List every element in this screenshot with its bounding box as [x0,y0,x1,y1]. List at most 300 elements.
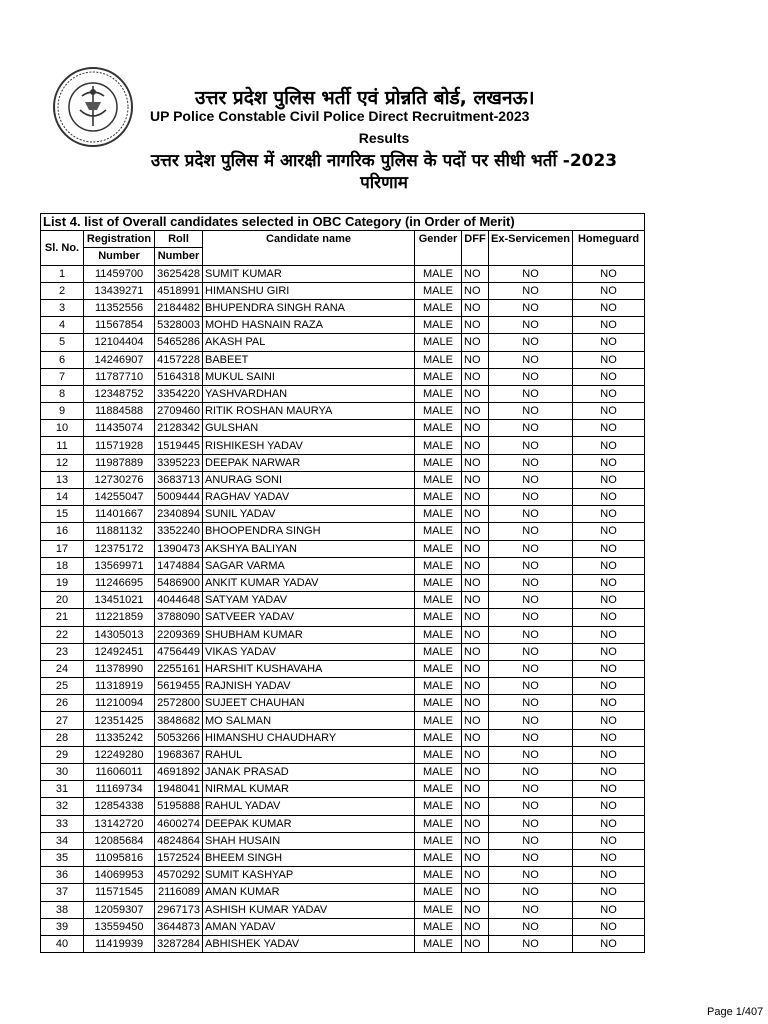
roll-number-cell: 4600274 [155,815,203,832]
homeguard-cell: NO [573,746,645,763]
ex-servicemen-cell: NO [489,695,573,712]
homeguard-cell: NO [573,695,645,712]
table-row [41,626,645,643]
gender-cell: MALE [415,849,462,866]
homeguard-cell: NO [573,420,645,437]
dff-cell: NO [462,626,489,643]
ex-servicemen-cell: NO [489,867,573,884]
page-number: Page 1/407 [707,1006,764,1018]
registration-number-cell: 12348752 [84,385,155,402]
homeguard-cell: NO [573,403,645,420]
sl-no-cell: 6 [41,351,84,368]
table-row [41,471,645,488]
registration-number-cell: 11567854 [84,317,155,334]
homeguard-cell: NO [573,815,645,832]
gender-cell: MALE [415,574,462,591]
homeguard-cell: NO [573,540,645,557]
candidate-name-cell: HIMANSHU CHAUDHARY [203,729,415,746]
candidate-name-cell: YASHVARDHAN [203,385,415,402]
homeguard-cell: NO [573,781,645,798]
table-row [41,420,645,437]
homeguard-cell: NO [573,609,645,626]
candidate-name-cell: AKSHYA BALIYAN [203,540,415,557]
ex-servicemen-cell: NO [489,798,573,815]
candidate-name-cell: RAHUL YADAV [203,798,415,815]
candidate-name-cell: RISHIKESH YADAV [203,437,415,454]
roll-number-cell: 3625428 [155,265,203,282]
table-row [41,574,645,591]
registration-number-cell: 13142720 [84,815,155,832]
ex-servicemen-cell: NO [489,815,573,832]
roll-number-cell: 3788090 [155,609,203,626]
col-sl-no: Sl. No. [41,231,84,265]
registration-number-cell: 11401667 [84,506,155,523]
ex-servicemen-cell: NO [489,471,573,488]
registration-number-cell: 11246695 [84,574,155,591]
table-row [41,265,645,282]
dff-cell: NO [462,265,489,282]
ex-servicemen-cell: NO [489,884,573,901]
registration-number-cell: 12249280 [84,746,155,763]
dff-cell: NO [462,609,489,626]
gender-cell: MALE [415,746,462,763]
candidate-name-cell: RITIK ROSHAN MAURYA [203,403,415,420]
col-roll: Roll [155,231,203,248]
col-ex-servicemen: Ex-Servicemen [489,231,573,265]
roll-number-cell: 3848682 [155,712,203,729]
roll-number-cell: 1572524 [155,849,203,866]
sl-no-cell: 16 [41,523,84,540]
dff-cell: NO [462,454,489,471]
candidate-name-cell: SUJEET CHAUHAN [203,695,415,712]
homeguard-cell: NO [573,265,645,282]
table-row [41,798,645,815]
homeguard-cell: NO [573,351,645,368]
candidate-name-cell: HARSHIT KUSHAVAHA [203,660,415,677]
homeguard-cell: NO [573,334,645,351]
homeguard-cell: NO [573,867,645,884]
gender-cell: MALE [415,867,462,884]
candidate-name-cell: BHEEM SINGH [203,849,415,866]
table-row [41,351,645,368]
ex-servicemen-cell: NO [489,746,573,763]
sl-no-cell: 4 [41,317,84,334]
registration-number-cell: 11210094 [84,695,155,712]
gender-cell: MALE [415,506,462,523]
sl-no-cell: 27 [41,712,84,729]
sl-no-cell: 24 [41,660,84,677]
roll-number-cell: 3683713 [155,471,203,488]
homeguard-cell: NO [573,557,645,574]
candidate-name-cell: MO SALMAN [203,712,415,729]
registration-number-cell: 12492451 [84,643,155,660]
gender-cell: MALE [415,798,462,815]
dff-cell: NO [462,746,489,763]
candidate-name-cell: DEEPAK KUMAR [203,815,415,832]
gender-cell: MALE [415,471,462,488]
gender-cell: MALE [415,764,462,781]
dff-cell: NO [462,695,489,712]
table-row [41,299,645,316]
registration-number-cell: 13559450 [84,918,155,935]
dff-cell: NO [462,299,489,316]
homeguard-cell: NO [573,523,645,540]
col-gender: Gender [415,231,462,265]
registration-number-cell: 14255047 [84,489,155,506]
sl-no-cell: 38 [41,901,84,918]
roll-number-cell: 4044648 [155,592,203,609]
candidate-name-cell: HIMANSHU GIRI [203,282,415,299]
candidate-name-cell: AKASH PAL [203,334,415,351]
dff-cell: NO [462,317,489,334]
ex-servicemen-cell: NO [489,506,573,523]
table-row [41,712,645,729]
roll-number-cell: 5195888 [155,798,203,815]
roll-number-cell: 5486900 [155,574,203,591]
registration-number-cell: 12730276 [84,471,155,488]
sl-no-cell: 17 [41,540,84,557]
sl-no-cell: 32 [41,798,84,815]
col-homeguard: Homeguard [573,231,645,265]
hindi-recruitment-title: उत्तर प्रदेश पुलिस में आरक्षी नागरिक पुलिस के पदों पर सीधी भर्ती -2023 [150,151,618,171]
col-roll-number: Number [155,248,203,265]
roll-number-cell: 5009444 [155,489,203,506]
registration-number-cell: 11571545 [84,884,155,901]
gender-cell: MALE [415,695,462,712]
sl-no-cell: 31 [41,781,84,798]
roll-number-cell: 3395223 [155,454,203,471]
ex-servicemen-cell: NO [489,265,573,282]
col-registration: Registration [84,231,155,248]
ex-servicemen-cell: NO [489,626,573,643]
ex-servicemen-cell: NO [489,832,573,849]
ex-servicemen-cell: NO [489,849,573,866]
table-row [41,557,645,574]
homeguard-cell: NO [573,454,645,471]
dff-cell: NO [462,523,489,540]
registration-number-cell: 11987889 [84,454,155,471]
gender-cell: MALE [415,935,462,952]
registration-number-cell: 11787710 [84,368,155,385]
sl-no-cell: 8 [41,385,84,402]
table-row [41,781,645,798]
sl-no-cell: 3 [41,299,84,316]
gender-cell: MALE [415,420,462,437]
registration-number-cell: 11884588 [84,403,155,420]
gender-cell: MALE [415,729,462,746]
dff-cell: NO [462,385,489,402]
gender-cell: MALE [415,901,462,918]
dff-cell: NO [462,489,489,506]
dff-cell: NO [462,781,489,798]
sl-no-cell: 11 [41,437,84,454]
gender-cell: MALE [415,609,462,626]
dff-cell: NO [462,334,489,351]
dff-cell: NO [462,471,489,488]
gender-cell: MALE [415,368,462,385]
registration-number-cell: 11378990 [84,660,155,677]
homeguard-cell: NO [573,660,645,677]
registration-number-cell: 11352556 [84,299,155,316]
homeguard-cell: NO [573,626,645,643]
homeguard-cell: NO [573,471,645,488]
roll-number-cell: 3352240 [155,523,203,540]
table-row [41,334,645,351]
gender-cell: MALE [415,626,462,643]
sl-no-cell: 36 [41,867,84,884]
roll-number-cell: 4756449 [155,643,203,660]
registration-number-cell: 11095816 [84,849,155,866]
sl-no-cell: 13 [41,471,84,488]
hindi-board-title: उत्तर प्रदेश पुलिस भर्ती एवं प्रोन्नति बोर्ड, लखनऊ। [195,87,535,109]
candidate-name-cell: VIKAS YADAV [203,643,415,660]
registration-number-cell: 12351425 [84,712,155,729]
registration-number-cell: 11169734 [84,781,155,798]
registration-number-cell: 12375172 [84,540,155,557]
registration-number-cell: 14246907 [84,351,155,368]
ex-servicemen-cell: NO [489,403,573,420]
candidate-name-cell: ANKIT KUMAR YADAV [203,574,415,591]
candidate-name-cell: ANURAG SONI [203,471,415,488]
sl-no-cell: 33 [41,815,84,832]
candidate-name-cell: RAGHAV YADAV [203,489,415,506]
candidate-name-cell: ABHISHEK YADAV [203,935,415,952]
table-row [41,884,645,901]
gender-cell: MALE [415,592,462,609]
homeguard-cell: NO [573,798,645,815]
sl-no-cell: 23 [41,643,84,660]
dff-cell: NO [462,901,489,918]
table-row [41,849,645,866]
candidate-name-cell: RAJNISH YADAV [203,678,415,695]
gender-cell: MALE [415,334,462,351]
roll-number-cell: 1474884 [155,557,203,574]
registration-number-cell: 11335242 [84,729,155,746]
dff-cell: NO [462,849,489,866]
roll-number-cell: 3287284 [155,935,203,952]
dff-cell: NO [462,660,489,677]
ex-servicemen-cell: NO [489,764,573,781]
col-dff: DFF [462,231,489,265]
ex-servicemen-cell: NO [489,592,573,609]
sl-no-cell: 35 [41,849,84,866]
roll-number-cell: 1519445 [155,437,203,454]
homeguard-cell: NO [573,849,645,866]
gender-cell: MALE [415,678,462,695]
roll-number-cell: 2184482 [155,299,203,316]
registration-number-cell: 14069953 [84,867,155,884]
gender-cell: MALE [415,815,462,832]
english-recruitment-title: UP Police Constable Civil Police Direct Recruitment-2023 [150,108,530,124]
gender-cell: MALE [415,540,462,557]
dff-cell: NO [462,557,489,574]
ex-servicemen-cell: NO [489,454,573,471]
candidate-name-cell: RAHUL [203,746,415,763]
candidate-name-cell: AMAN KUMAR [203,884,415,901]
registration-number-cell: 13439271 [84,282,155,299]
table-row [41,609,645,626]
selection-list-table [40,213,645,953]
ex-servicemen-cell: NO [489,368,573,385]
candidate-name-cell: BABEET [203,351,415,368]
gender-cell: MALE [415,317,462,334]
table-row [41,660,645,677]
sl-no-cell: 14 [41,489,84,506]
dff-cell: NO [462,678,489,695]
dff-cell: NO [462,540,489,557]
sl-no-cell: 28 [41,729,84,746]
table-row [41,695,645,712]
ex-servicemen-cell: NO [489,489,573,506]
dff-cell: NO [462,832,489,849]
candidate-name-cell: SUMIT KUMAR [203,265,415,282]
gender-cell: MALE [415,299,462,316]
homeguard-cell: NO [573,592,645,609]
roll-number-cell: 2128342 [155,420,203,437]
table-row [41,506,645,523]
sl-no-cell: 12 [41,454,84,471]
candidate-name-cell: SHAH HUSAIN [203,832,415,849]
roll-number-cell: 5053266 [155,729,203,746]
table-row [41,403,645,420]
ex-servicemen-cell: NO [489,557,573,574]
ex-servicemen-cell: NO [489,317,573,334]
registration-number-cell: 12104404 [84,334,155,351]
candidate-name-cell: SATVEER YADAV [203,609,415,626]
table-caption: List 4. list of Overall candidates selected in OBC Category (in Order of Merit) [41,214,645,231]
gender-cell: MALE [415,660,462,677]
dff-cell: NO [462,935,489,952]
registration-number-cell: 13569971 [84,557,155,574]
candidate-name-cell: SAGAR VARMA [203,557,415,574]
table-row [41,815,645,832]
table-row [41,282,645,299]
roll-number-cell: 2709460 [155,403,203,420]
sl-no-cell: 10 [41,420,84,437]
homeguard-cell: NO [573,678,645,695]
candidate-name-cell: BHUPENDRA SINGH RANA [203,299,415,316]
table-row [41,918,645,935]
homeguard-cell: NO [573,489,645,506]
table-row [41,729,645,746]
ex-servicemen-cell: NO [489,781,573,798]
gender-cell: MALE [415,454,462,471]
sl-no-cell: 19 [41,574,84,591]
ex-servicemen-cell: NO [489,334,573,351]
registration-number-cell: 11435074 [84,420,155,437]
gender-cell: MALE [415,781,462,798]
roll-number-cell: 3354220 [155,385,203,402]
homeguard-cell: NO [573,832,645,849]
registration-number-cell: 11318919 [84,678,155,695]
ex-servicemen-cell: NO [489,609,573,626]
gender-cell: MALE [415,385,462,402]
ex-servicemen-cell: NO [489,729,573,746]
dff-cell: NO [462,764,489,781]
sl-no-cell: 29 [41,746,84,763]
gender-cell: MALE [415,282,462,299]
homeguard-cell: NO [573,764,645,781]
gender-cell: MALE [415,265,462,282]
candidate-name-cell: SUNIL YADAV [203,506,415,523]
homeguard-cell: NO [573,729,645,746]
candidate-name-cell: NIRMAL KUMAR [203,781,415,798]
homeguard-cell: NO [573,368,645,385]
sl-no-cell: 26 [41,695,84,712]
ex-servicemen-cell: NO [489,712,573,729]
ex-servicemen-cell: NO [489,901,573,918]
table-row [41,540,645,557]
sl-no-cell: 7 [41,368,84,385]
sl-no-cell: 2 [41,282,84,299]
ex-servicemen-cell: NO [489,918,573,935]
registration-number-cell: 11419939 [84,935,155,952]
homeguard-cell: NO [573,712,645,729]
roll-number-cell: 1390473 [155,540,203,557]
ex-servicemen-cell: NO [489,643,573,660]
ex-servicemen-cell: NO [489,540,573,557]
sl-no-cell: 30 [41,764,84,781]
roll-number-cell: 5328003 [155,317,203,334]
registration-number-cell: 11881132 [84,523,155,540]
gender-cell: MALE [415,712,462,729]
roll-number-cell: 2340894 [155,506,203,523]
gender-cell: MALE [415,437,462,454]
table-row [41,935,645,952]
sl-no-cell: 20 [41,592,84,609]
sl-no-cell: 25 [41,678,84,695]
roll-number-cell: 4518991 [155,282,203,299]
dff-cell: NO [462,643,489,660]
roll-number-cell: 5465286 [155,334,203,351]
dff-cell: NO [462,918,489,935]
candidate-name-cell: BHOOPENDRA SINGH [203,523,415,540]
homeguard-cell: NO [573,282,645,299]
ex-servicemen-cell: NO [489,420,573,437]
dff-cell: NO [462,729,489,746]
gender-cell: MALE [415,643,462,660]
roll-number-cell: 4691892 [155,764,203,781]
ex-servicemen-cell: NO [489,678,573,695]
roll-number-cell: 2572800 [155,695,203,712]
homeguard-cell: NO [573,506,645,523]
gender-cell: MALE [415,351,462,368]
registration-number-cell: 11571928 [84,437,155,454]
table-row [41,454,645,471]
sl-no-cell: 37 [41,884,84,901]
candidate-name-cell: AMAN YADAV [203,918,415,935]
roll-number-cell: 4824864 [155,832,203,849]
registration-number-cell: 11221859 [84,609,155,626]
sl-no-cell: 22 [41,626,84,643]
ex-servicemen-cell: NO [489,351,573,368]
roll-number-cell: 2209369 [155,626,203,643]
dff-cell: NO [462,867,489,884]
roll-number-cell: 5164318 [155,368,203,385]
ex-servicemen-cell: NO [489,385,573,402]
sl-no-cell: 21 [41,609,84,626]
ex-servicemen-cell: NO [489,437,573,454]
roll-number-cell: 2116089 [155,884,203,901]
ex-servicemen-cell: NO [489,282,573,299]
gender-cell: MALE [415,557,462,574]
table-row [41,832,645,849]
gender-cell: MALE [415,403,462,420]
dff-cell: NO [462,437,489,454]
dff-cell: NO [462,368,489,385]
sl-no-cell: 40 [41,935,84,952]
candidate-name-cell: MOHD HASNAIN RAZA [203,317,415,334]
